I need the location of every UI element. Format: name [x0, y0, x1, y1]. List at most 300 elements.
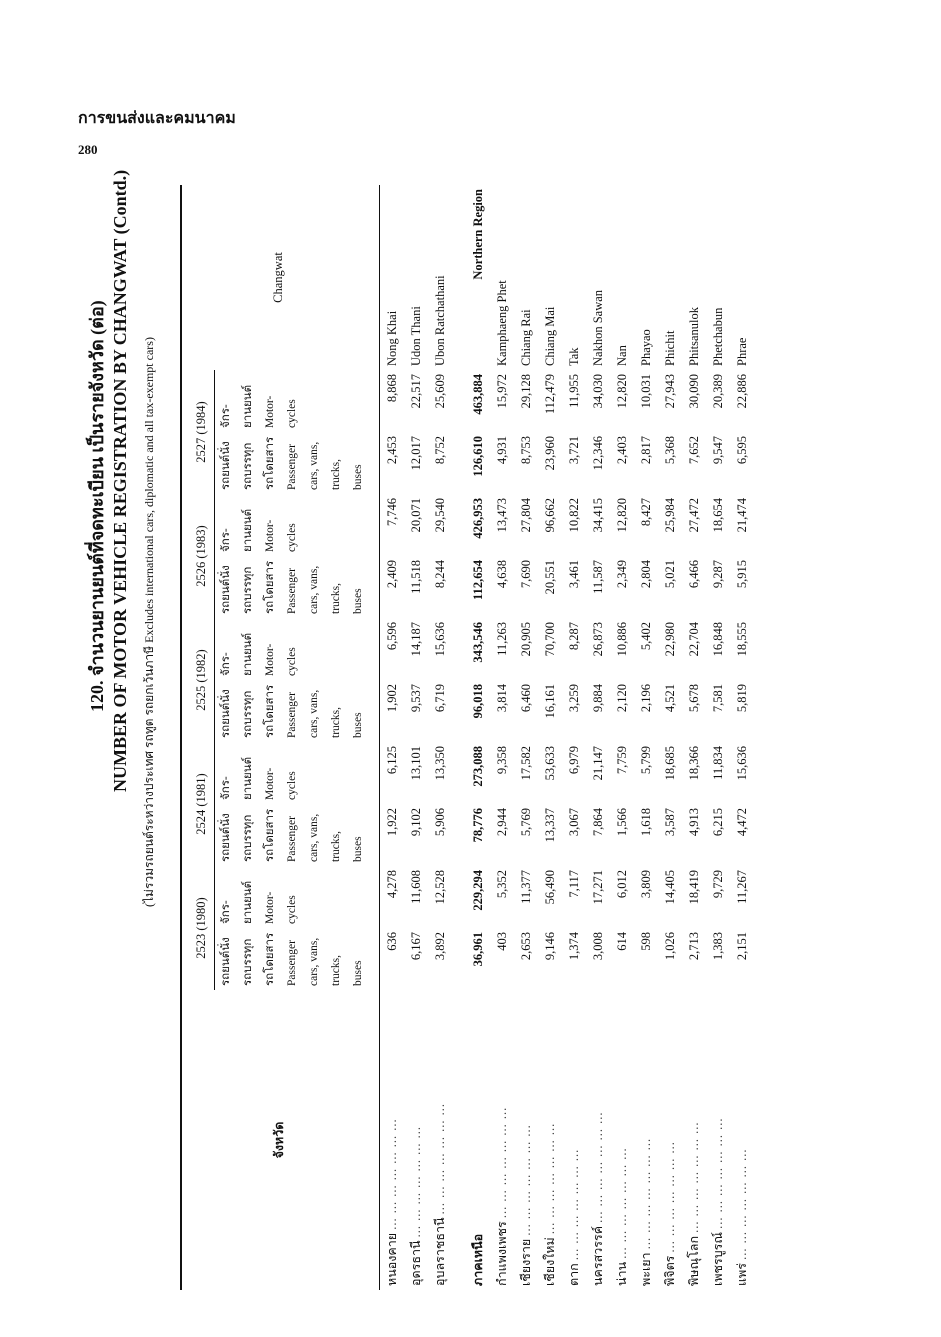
motorcycles-value: 25,609: [432, 374, 447, 409]
changwat-name-english: Nan: [614, 345, 629, 366]
table-row: [428, 185, 452, 1290]
changwat-name-english: Udon Thani: [408, 306, 423, 366]
column-label-motorcycles: ยานยนต์: [242, 384, 254, 428]
motorcycles-value: 8,287: [566, 622, 581, 651]
motorcycles-value: 9,729: [710, 870, 725, 899]
table-row: [380, 185, 405, 1290]
vehicles-value: 2,944: [494, 808, 509, 837]
motorcycles-value: 5,402: [638, 622, 653, 651]
column-label-motorcycles: [303, 742, 325, 804]
motorcycles-value: 426,953: [470, 498, 485, 539]
changwat-name-english: Chiang Rai: [518, 309, 533, 366]
column-label-vehicles: รถบรรทุก: [242, 938, 254, 986]
vehicles-value: 9,102: [408, 808, 423, 837]
leader-dots: ... ... ... ... ... ... ...: [543, 1122, 557, 1235]
column-label-vehicles: รถบรรทุก: [242, 566, 254, 614]
table-header: [181, 185, 380, 1290]
column-label-vehicles: buses: [352, 464, 364, 490]
table-row: [658, 185, 682, 1290]
column-label-vehicles: Passenger: [286, 568, 298, 614]
vehicles-value: 5,769: [518, 808, 533, 837]
vehicles-value: 6,719: [432, 684, 447, 713]
changwat-label: เชียงราย: [519, 1235, 533, 1286]
column-label-motorcycles: ยานยนต์: [242, 880, 254, 924]
vehicles-value: 3,721: [566, 436, 581, 465]
vehicles-value: 9,547: [710, 436, 725, 465]
vehicles-value: 2,403: [614, 436, 629, 465]
vehicles-value: 8,752: [432, 436, 447, 465]
column-label-motorcycles: cycles: [286, 523, 298, 552]
vehicles-value: 3,067: [566, 808, 581, 837]
vehicles-value: 3,587: [662, 808, 677, 837]
column-label-motorcycles: [325, 742, 347, 804]
vehicles-value: 4,931: [494, 436, 509, 465]
motorcycles-value: 11,834: [710, 746, 725, 780]
header-rule: [369, 185, 380, 1290]
motorcycles-value: 15,636: [432, 622, 447, 657]
changwat-name-thai: [586, 990, 610, 1290]
vehicles-value: 2,409: [384, 560, 399, 589]
column-label-motorcycles: ยานยนต์: [242, 508, 254, 552]
table-row: [404, 185, 428, 1290]
vehicles-value: 7,581: [710, 684, 725, 713]
vehicles-value: 3,892: [432, 932, 447, 961]
motorcycles-value: 29,540: [432, 498, 447, 533]
motorcycles-value: 53,633: [542, 746, 557, 781]
motorcycles-value: 11,377: [518, 870, 533, 904]
motorcycles-value: 11,955: [566, 374, 581, 408]
column-label-motorcycles: cycles: [286, 895, 298, 924]
changwat-name-english: Nong Khai: [384, 310, 399, 366]
motorcycles-value: 34,415: [590, 498, 605, 533]
changwat-label: เพชรบูรณ์: [711, 1228, 725, 1286]
motorcycles-value: 21,474: [734, 498, 749, 533]
changwat-label: หนองคาย: [385, 1229, 399, 1286]
vehicles-value: 16,161: [542, 684, 557, 719]
vehicles-value: 8,753: [518, 436, 533, 465]
changwat-name-thai: [514, 990, 538, 1290]
motorcycles-value: 16,848: [710, 622, 725, 657]
motorcycles-value: 20,071: [408, 498, 423, 533]
column-label-motorcycles: จักร-: [220, 652, 232, 676]
table-caption-note: (ไม่รวมรถยนต์ระหว่างประเทศ รถทูต รถยกเว้นภาษี Excludes international cars, diplomatic and all tax-exempt cars): [142, 337, 156, 907]
column-label-vehicles: รถยนต์นั่ง: [220, 689, 232, 738]
changwat-name-thai: [538, 990, 562, 1290]
column-label-vehicles: รถยนต์นั่ง: [220, 565, 232, 614]
vehicles-value: 3,259: [566, 684, 581, 713]
changwat-label: แพร่: [735, 1259, 749, 1286]
column-label-vehicles: trucks,: [330, 583, 342, 614]
column-label-motorcycles: cycles: [286, 647, 298, 676]
year-header: 2523 (1980): [188, 866, 215, 990]
motorcycles-value: 15,972: [494, 374, 509, 409]
vehicles-value: 2,713: [686, 932, 701, 961]
leader-dots: ... ... ... ... ... ... ...: [615, 1147, 629, 1259]
year-header: 2525 (1982): [188, 618, 215, 742]
vehicles-value: 1,922: [384, 808, 399, 837]
vehicles-value: 9,537: [408, 684, 423, 713]
vehicles-value: 2,196: [638, 684, 653, 713]
changwat-name-english: Phetchabun: [710, 307, 725, 366]
column-label-motorcycles: ยานยนต์: [242, 756, 254, 800]
column-label-motorcycles: [325, 494, 347, 556]
page-number: 280: [78, 142, 98, 157]
changwat-name-thai: [428, 990, 452, 1290]
vehicles-value: 5,021: [662, 560, 677, 589]
motorcycles-value: 27,472: [686, 498, 701, 533]
vehicles-value: 4,913: [686, 808, 701, 837]
vehicles-value: 6,466: [686, 560, 701, 589]
vehicles-value: 1,374: [566, 932, 581, 961]
motorcycles-value: 22,517: [408, 374, 423, 409]
column-label-vehicles: รถโดยสาร: [264, 932, 276, 986]
changwat-name-english: Phayao: [638, 329, 653, 366]
column-label-vehicles: รถบรรทุก: [242, 442, 254, 490]
leader-dots: ... ... ... ... ... ... ...: [687, 1121, 701, 1233]
vehicles-value: 96,018: [470, 684, 485, 719]
column-label-motorcycles: [347, 494, 369, 556]
vehicles-value: 5,368: [662, 436, 677, 465]
motorcycles-value: 6,012: [614, 870, 629, 899]
vehicles-value: 126,610: [470, 436, 485, 477]
column-label-motorcycles: [347, 370, 369, 432]
changwat-name-thai: [562, 990, 586, 1290]
leader-dots: ... ... ... ... ... ... ...: [519, 1124, 533, 1236]
changwat-name-thai: [634, 990, 658, 1290]
vehicles-value: 23,960: [542, 436, 557, 471]
changwat-name-thai: [706, 990, 730, 1290]
column-label-vehicles: รถโดยสาร: [264, 560, 276, 614]
vehicles-value: 5,906: [432, 808, 447, 837]
changwat-header-thai: จังหวัด: [271, 1121, 286, 1159]
vehicles-value: 112,654: [470, 560, 485, 600]
changwat-label: ภาคเหนือ: [471, 1233, 485, 1286]
changwat-label: กำแพงเพชร: [495, 1218, 509, 1286]
changwat-name-english: Northern Region: [470, 189, 485, 280]
column-label-vehicles: รถบรรทุก: [242, 814, 254, 862]
motorcycles-value: 18,685: [662, 746, 677, 781]
vehicles-value: 598: [638, 932, 653, 951]
leader-dots: ... ... ... ... ... ... ...: [663, 1141, 677, 1253]
motorcycles-value: 7,117: [566, 870, 581, 898]
motorcycles-value: 15,636: [734, 746, 749, 781]
column-label-vehicles: รถโดยสาร: [264, 808, 276, 862]
changwat-name-thai: [380, 990, 405, 1290]
column-label-vehicles: รถโดยสาร: [264, 684, 276, 738]
column-label-vehicles: buses: [352, 960, 364, 986]
vehicles-value: 3,814: [494, 684, 509, 713]
changwat-label: อุบลราชธานี: [433, 1214, 447, 1286]
changwat-name-thai: [466, 990, 490, 1290]
changwat-label: เชียงใหม่: [543, 1234, 557, 1286]
column-label-motorcycles: [347, 742, 369, 804]
motorcycles-value: 34,030: [590, 374, 605, 409]
motorcycles-value: 11,263: [494, 622, 509, 656]
vehicles-value: 1,566: [614, 808, 629, 837]
motorcycles-value: 13,473: [494, 498, 509, 533]
vehicles-value: 12,346: [590, 436, 605, 471]
motorcycles-value: 343,546: [470, 622, 485, 663]
column-label-vehicles: รถยนต์นั่ง: [220, 441, 232, 490]
motorcycles-value: 18,654: [710, 498, 725, 533]
vehicles-value: 2,817: [638, 436, 653, 465]
vehicles-value: 20,551: [542, 560, 557, 595]
column-label-vehicles: trucks,: [330, 831, 342, 862]
changwat-name-english: Phitsanulok: [686, 306, 701, 366]
vehicles-value: 3,008: [590, 932, 605, 961]
motorcycles-value: 25,984: [662, 498, 677, 533]
motorcycles-value: 18,555: [734, 622, 749, 657]
year-header: 2524 (1981): [188, 742, 215, 866]
motorcycles-value: 22,980: [662, 622, 677, 657]
column-label-motorcycles: [303, 370, 325, 432]
vehicles-value: 1,026: [662, 932, 677, 961]
vehicles-value: 5,819: [734, 684, 749, 713]
changwat-name-english: Chiang Mai: [542, 306, 557, 366]
column-label-motorcycles: [303, 618, 325, 680]
vehicles-value: 2,453: [384, 436, 399, 465]
table-row: [610, 185, 634, 1290]
column-label-motorcycles: Motor-: [264, 395, 276, 428]
column-label-vehicles: รถโดยสาร: [264, 436, 276, 490]
vehicles-value: 4,521: [662, 684, 677, 713]
vehicles-value: 9,884: [590, 684, 605, 713]
rotated-table-area: [80, 0, 860, 1290]
leader-dots: ... ... ... ... ... ... ...: [591, 1111, 605, 1223]
column-label-motorcycles: Motor-: [264, 519, 276, 552]
table-body: [380, 185, 755, 1290]
vehicles-value: 6,215: [710, 808, 725, 837]
leader-dots: ... ... ... ... ... ... ...: [409, 1125, 423, 1238]
motorcycles-value: 22,704: [686, 622, 701, 657]
motorcycles-value: 20,905: [518, 622, 533, 657]
column-label-motorcycles: Motor-: [264, 767, 276, 800]
motorcycles-value: 20,389: [710, 374, 725, 409]
motorcycles-value: 6,125: [384, 746, 399, 775]
year-header: 2527 (1984): [188, 370, 215, 494]
changwat-name-thai: [404, 990, 428, 1290]
vehicles-value: 2,151: [734, 932, 749, 961]
motorcycles-value: 10,886: [614, 622, 629, 657]
year-header: 2526 (1983): [188, 494, 215, 618]
motorcycles-value: 17,271: [590, 870, 605, 905]
changwat-name-thai: [730, 990, 754, 1290]
leader-dots: ... ... ... ... ... ... ...: [711, 1117, 725, 1229]
vehicles-value: 2,120: [614, 684, 629, 713]
vehicles-value: 1,902: [384, 684, 399, 713]
column-label-vehicles: cars, vans,: [308, 937, 320, 986]
motorcycles-value: 4,278: [384, 870, 399, 899]
changwat-name-english: Tak: [566, 347, 581, 366]
column-label-motorcycles: Motor-: [264, 891, 276, 924]
column-label-motorcycles: จักร-: [220, 404, 232, 428]
vehicles-value: 13,337: [542, 808, 557, 843]
changwat-name-thai: [658, 990, 682, 1290]
vehicles-value: 2,653: [518, 932, 533, 961]
motorcycles-value: 6,596: [384, 622, 399, 651]
changwat-name-english: Kamphaeng Phet: [494, 280, 509, 366]
motorcycles-value: 14,187: [408, 622, 423, 657]
column-label-motorcycles: [303, 494, 325, 556]
motorcycles-value: 11,267: [734, 870, 749, 904]
motorcycles-value: 96,662: [542, 498, 557, 533]
column-label-vehicles: buses: [352, 588, 364, 614]
table-caption-thai: 120. จำนวนยานยนต์ที่จดทะเบียน เป็นรายจังหวัด (ต่อ): [87, 300, 107, 712]
column-label-vehicles: cars, vans,: [308, 689, 320, 738]
motorcycles-value: 10,031: [638, 374, 653, 409]
changwat-name-thai: [682, 990, 706, 1290]
table-row: [514, 185, 538, 1290]
changwat-name-thai: [490, 990, 514, 1290]
changwat-label: พิจิตร: [663, 1252, 677, 1286]
column-label-vehicles: trucks,: [330, 707, 342, 738]
motorcycles-value: 7,759: [614, 746, 629, 775]
table-row: [634, 185, 658, 1290]
column-label-vehicles: รถบรรทุก: [242, 690, 254, 738]
changwat-label: พะเยา: [639, 1249, 653, 1286]
vehicles-value: 12,017: [408, 436, 423, 471]
vehicles-value: 1,383: [710, 932, 725, 961]
vehicles-value: 6,595: [734, 436, 749, 465]
table-row: [706, 185, 730, 1290]
motorcycles-value: 9,358: [494, 746, 509, 775]
motorcycles-value: 17,582: [518, 746, 533, 781]
changwat-name-english: Phrae: [734, 337, 749, 366]
column-label-vehicles: cars, vans,: [308, 441, 320, 490]
motorcycles-value: 273,088: [470, 746, 485, 787]
column-label-vehicles: trucks,: [330, 955, 342, 986]
changwat-label: ตาก: [567, 1260, 581, 1286]
motorcycles-value: 6,979: [566, 746, 581, 775]
motorcycles-value: 56,490: [542, 870, 557, 905]
column-label-vehicles: Passenger: [286, 940, 298, 986]
motorcycles-value: 229,294: [470, 870, 485, 911]
vehicles-value: 5,915: [734, 560, 749, 589]
vehicles-value: 4,638: [494, 560, 509, 589]
motorcycles-value: 10,822: [566, 498, 581, 533]
changwat-name-thai: [610, 990, 634, 1290]
motorcycles-value: 13,350: [432, 746, 447, 781]
column-label-motorcycles: cycles: [286, 399, 298, 428]
table-caption-english: NUMBER OF MOTOR VEHICLE REGISTRATION BY CHANGWAT (Contd.): [110, 169, 130, 792]
row-spacer: [452, 185, 466, 1290]
column-label-vehicles: buses: [352, 712, 364, 738]
vehicles-value: 636: [384, 932, 399, 951]
motorcycles-value: 7,746: [384, 498, 399, 527]
year-header-row: [188, 185, 215, 1290]
column-label-motorcycles: จักร-: [220, 900, 232, 924]
table-row: [682, 185, 706, 1290]
changwat-label: อุดรธานี: [409, 1237, 423, 1286]
leader-dots: ... ... ... ... ... ... ...: [385, 1118, 399, 1230]
vehicles-value: 7,864: [590, 808, 605, 837]
leader-dots: ... ... ... ... ... ... ...: [735, 1148, 749, 1260]
vehicles-value: 9,146: [542, 932, 557, 961]
motorcycles-value: 5,352: [494, 870, 509, 899]
vehicles-value: 5,678: [686, 684, 701, 713]
column-label-vehicles: รถยนต์นั่ง: [220, 937, 232, 986]
leader-dots: ... ... ... ... ... ... ...: [639, 1137, 653, 1250]
motorcycles-value: 8,868: [384, 374, 399, 403]
changwat-label: นครสวรรค์: [591, 1222, 605, 1286]
column-label-motorcycles: จักร-: [220, 776, 232, 800]
vehicle-registration-table: [180, 185, 754, 1290]
column-label-motorcycles: cycles: [286, 771, 298, 800]
vehicles-value: 7,652: [686, 436, 701, 465]
vehicles-value: 78,776: [470, 808, 485, 843]
table-row: [586, 185, 610, 1290]
region-row: [466, 185, 490, 1290]
vehicles-value: 3,461: [566, 560, 581, 589]
column-label-motorcycles: [325, 866, 347, 928]
vehicles-value: 6,460: [518, 684, 533, 713]
motorcycles-value: 14,405: [662, 870, 677, 905]
column-label-vehicles: Passenger: [286, 444, 298, 490]
table-row: [490, 185, 514, 1290]
table-row: [538, 185, 562, 1290]
changwat-label: พิษณุโลก: [687, 1232, 701, 1286]
motorcycles-value: 463,884: [470, 374, 485, 415]
motorcycles-value: 18,419: [686, 870, 701, 905]
vehicles-value: 36,961: [470, 932, 485, 967]
column-label-vehicles: cars, vans,: [308, 565, 320, 614]
vehicles-value: 7,690: [518, 560, 533, 589]
motorcycles-value: 11,608: [408, 870, 423, 904]
table-row: [730, 185, 754, 1290]
leader-dots: ... ... ... ... ... ... ...: [495, 1106, 509, 1219]
leader-dots: ... ... ... ... ... ... ...: [433, 1102, 447, 1215]
motorcycles-value: 112,479: [542, 374, 557, 415]
vehicles-value: 6,167: [408, 932, 423, 961]
motorcycles-value: 12,528: [432, 870, 447, 905]
vehicles-value: 11,518: [408, 560, 423, 594]
column-label-motorcycles: จักร-: [220, 528, 232, 552]
vehicles-value: 403: [494, 932, 509, 951]
motorcycles-value: 26,873: [590, 622, 605, 657]
changwat-header-english: Changwat: [271, 252, 285, 303]
column-label-vehicles: รถยนต์นั่ง: [220, 813, 232, 862]
changwat-name-english: Phichit: [662, 330, 677, 366]
vehicles-value: 8,244: [432, 560, 447, 589]
column-label-motorcycles: Motor-: [264, 643, 276, 676]
leader-dots: ... ... ... ... ... ... ...: [567, 1148, 581, 1261]
vehicles-value: 4,472: [734, 808, 749, 837]
vehicles-value: 11,587: [590, 560, 605, 594]
column-label-vehicles: buses: [352, 836, 364, 862]
motorcycles-value: 70,700: [542, 622, 557, 657]
column-label-motorcycles: ยานยนต์: [242, 632, 254, 676]
motorcycles-value: 22,886: [734, 374, 749, 409]
motorcycles-value: 18,366: [686, 746, 701, 781]
changwat-name-english: Nakhon Sawan: [590, 289, 605, 366]
changwat-label: น่าน: [615, 1258, 629, 1286]
motorcycles-value: 13,101: [408, 746, 423, 781]
column-label-vehicles: trucks,: [330, 459, 342, 490]
motorcycles-value: 29,128: [518, 374, 533, 409]
motorcycles-value: 27,943: [662, 374, 677, 409]
motorcycles-value: 8,427: [638, 498, 653, 527]
column-label-motorcycles: [325, 618, 347, 680]
vehicles-value: 2,349: [614, 560, 629, 589]
vehicles-value: 2,804: [638, 560, 653, 589]
column-label-motorcycles: [347, 618, 369, 680]
motorcycles-value: 30,090: [686, 374, 701, 409]
column-label-motorcycles: [347, 866, 369, 928]
motorcycles-value: 27,804: [518, 498, 533, 533]
column-label-vehicles: Passenger: [286, 692, 298, 738]
changwat-name-english: Ubon Ratchathani: [432, 275, 447, 366]
vehicles-value: 9,287: [710, 560, 725, 589]
